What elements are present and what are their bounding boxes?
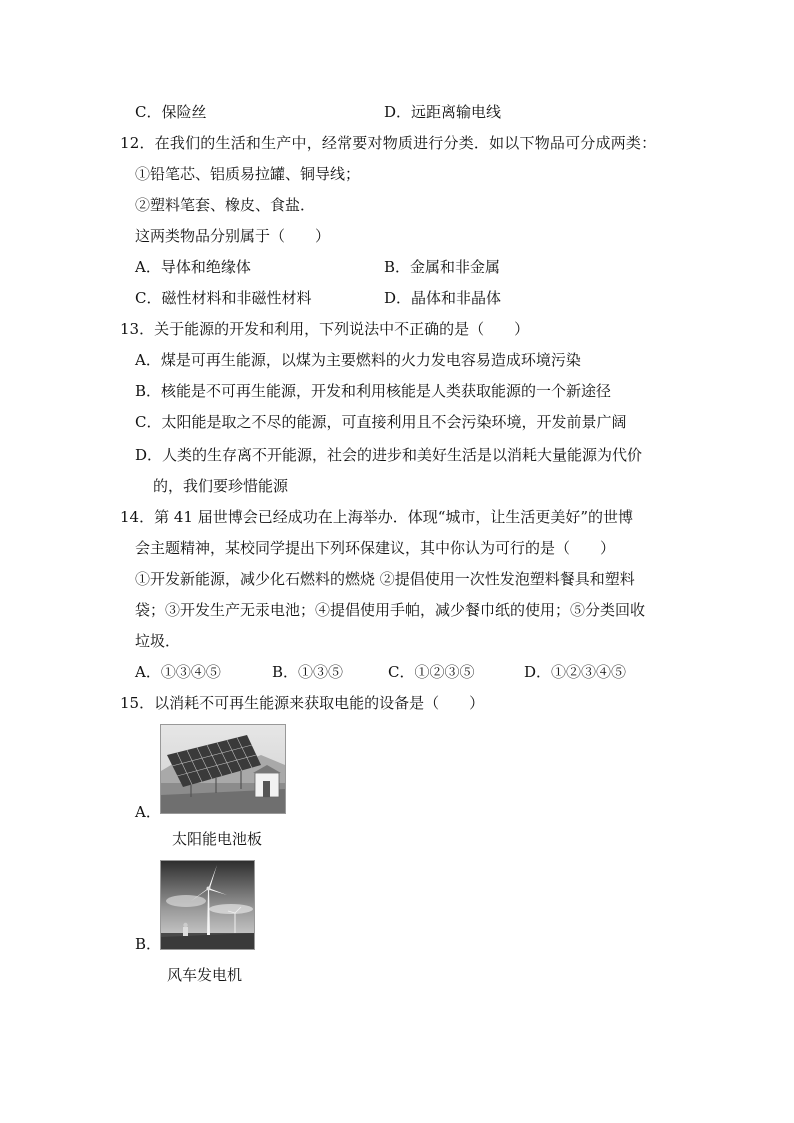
q13-stem: 13．关于能源的开发和利用，下列说法中不正确的是（ ） xyxy=(120,320,530,338)
q15-option-a-caption: 太阳能电池板 xyxy=(172,830,263,848)
q14-option-c: C．①②③⑤ xyxy=(388,663,475,681)
q12-stem: 12．在我们的生活和生产中，经常要对物质进行分类．如以下物品可分成两类： xyxy=(120,134,657,152)
wind-turbine-photo xyxy=(160,860,255,950)
q15-option-b-caption: 风车发电机 xyxy=(167,966,243,984)
solar-panel-image xyxy=(161,725,285,813)
q13-option-b: B．核能是不可再生能源，开发和利用核能是人类获取能源的一个新途径 xyxy=(135,382,612,400)
q15-stem: 15．以消耗不可再生能源来获取电能的设备是（ ） xyxy=(120,694,485,712)
q12-question: 这两类物品分别属于（ ） xyxy=(135,227,331,245)
q13-option-c: C．太阳能是取之不尽的能源，可直接利用且不会污染环境，开发前景广阔 xyxy=(135,413,627,431)
q14-body-line2: 袋；③开发生产无汞电池；④提倡使用手帕，减少餐巾纸的使用；⑤分类回收 xyxy=(135,601,646,619)
q12-item-1: ①铅笔芯、铝质易拉罐、铜导线； xyxy=(135,165,361,183)
q13-option-d-line1: D．人类的生存离不开能源，社会的进步和美好生活是以消耗大量能源为代价 xyxy=(135,446,643,464)
q14-body-line3: 垃圾． xyxy=(135,632,181,650)
q11-option-c: C．保险丝 xyxy=(135,103,207,121)
q13-option-a: A．煤是可再生能源，以煤为主要燃料的火力发电容易造成环境污染 xyxy=(135,351,581,369)
q14-body-line1: ①开发新能源，减少化石燃料的燃烧 ②提倡使用一次性发泡塑料餐具和塑料 xyxy=(135,570,635,588)
q15-option-b-label: B． xyxy=(135,935,162,953)
q14-option-a: A．①③④⑤ xyxy=(135,663,221,681)
q15-option-a-label: A． xyxy=(135,803,161,821)
q11-option-d: D．远距离输电线 xyxy=(384,103,502,121)
q12-option-c: C．磁性材料和非磁性材料 xyxy=(135,289,312,307)
solar-panel-photo xyxy=(160,724,286,814)
q14-option-b: B．①③⑤ xyxy=(272,663,344,681)
wind-turbine-image xyxy=(161,861,254,949)
q14-option-d: D．①②③④⑤ xyxy=(524,663,627,681)
q14-stem-line1: 14．第 41 届世博会已经成功在上海举办．体现“城市，让生活更美好”的世博 xyxy=(120,508,634,526)
q12-option-a: A．导体和绝缘体 xyxy=(135,258,251,276)
q12-option-d: D．晶体和非晶体 xyxy=(384,289,502,307)
q14-stem-line2: 会主题精神，某校同学提出下列环保建议，其中你认为可行的是（ ） xyxy=(135,539,616,557)
q12-item-2: ②塑料笔套、橡皮、食盐． xyxy=(135,196,316,214)
q12-option-b: B．金属和非金属 xyxy=(384,258,501,276)
q13-option-d-line2: 的，我们要珍惜能源 xyxy=(153,477,289,495)
